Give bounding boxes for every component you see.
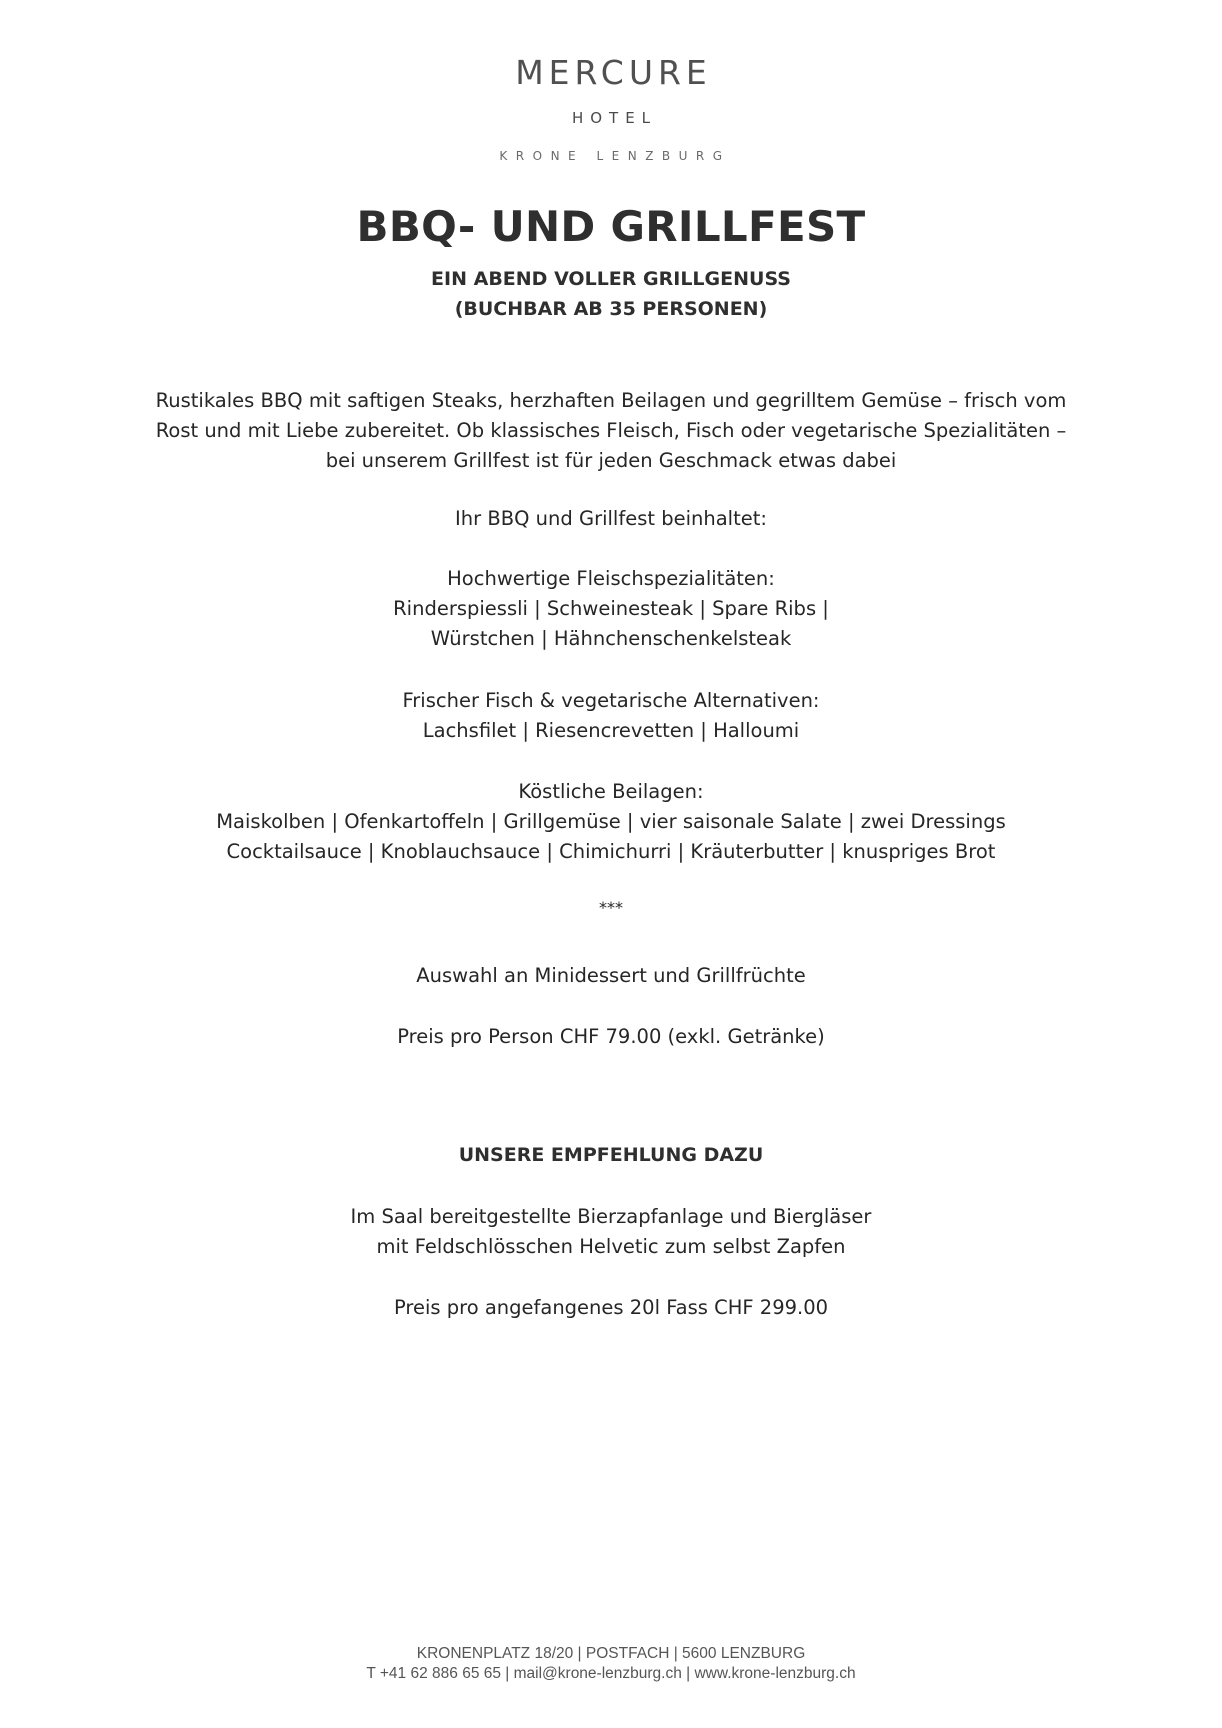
logo-brand: MERCURE	[515, 53, 712, 92]
intro-line: Rustikales BBQ mit saftigen Steaks, herzhaften Beilagen und gegrilltem Gemüse – frisch vom	[155, 389, 1067, 412]
footer-contact: T +41 62 886 65 65 | mail@krone-lenzburg.ch | www.krone-lenzburg.ch	[366, 1665, 856, 1682]
sides-list-line: Maiskolben | Ofenkartoffeln | Grillgemüse | vier saisonale Salate | zwei Dressings	[216, 810, 1006, 833]
fish-list-line: Lachsfilet | Riesencrevetten | Halloumi	[422, 719, 800, 742]
beer-keg-price: Preis pro angefangenes 20l Fass CHF 299.00	[393, 1296, 829, 1319]
logo-location: KRONE LENZBURG	[499, 149, 731, 163]
intro-line: Rost und mit Liebe zubereitet. Ob klassisches Fleisch, Fisch oder vegetarische Spezialitäten –	[155, 419, 1067, 442]
beer-line: Im Saal bereitgestellte Bierzapfanlage und Biergläser	[350, 1205, 872, 1228]
sides-heading: Köstliche Beilagen:	[518, 780, 704, 803]
page-footer	[0, 1644, 1222, 1684]
recommendation-heading: UNSERE EMPFEHLUNG DAZU	[458, 1144, 764, 1166]
sides-list-line: Cocktailsauce | Knoblauchsauce | Chimichurri | Kräuterbutter | knuspriges Brot	[226, 840, 996, 863]
page-subtitle	[0, 264, 1222, 324]
meat-section	[0, 564, 1222, 654]
dessert-line: Auswahl an Minidessert und Grillfrüchte	[416, 964, 806, 987]
meat-list-line: Rinderspiessli | Schweinesteak | Spare Ribs |	[393, 597, 829, 620]
sides-section	[0, 777, 1222, 867]
fish-heading: Frischer Fisch & vegetarische Alternativen:	[402, 689, 820, 712]
section-separator: ***	[599, 898, 623, 917]
subtitle-line: EIN ABEND VOLLER GRILLGENUSS	[431, 268, 791, 290]
meat-heading: Hochwertige Fleischspezialitäten:	[447, 567, 775, 590]
beer-line: mit Feldschlösschen Helvetic zum selbst Zapfen	[376, 1235, 846, 1258]
includes-heading: Ihr BBQ und Grillfest beinhaltet:	[455, 507, 767, 530]
subtitle-line: (BUCHBAR AB 35 PERSONEN)	[454, 298, 768, 320]
meat-list-line: Würstchen | Hähnchenschenkelsteak	[430, 627, 792, 650]
intro-line: bei unserem Grillfest ist für jeden Geschmack etwas dabei	[325, 449, 897, 472]
intro-paragraph	[0, 386, 1222, 476]
price-per-person: Preis pro Person CHF 79.00 (exkl. Getränke)	[397, 1025, 825, 1048]
page-title: BBQ- UND GRILLFEST	[356, 202, 866, 251]
logo-hotel: HOTEL	[571, 109, 658, 127]
footer-address: KRONENPLATZ 18/20 | POSTFACH | 5600 LENZBURG	[416, 1645, 806, 1662]
beer-description	[0, 1202, 1222, 1262]
fish-section	[0, 686, 1222, 746]
